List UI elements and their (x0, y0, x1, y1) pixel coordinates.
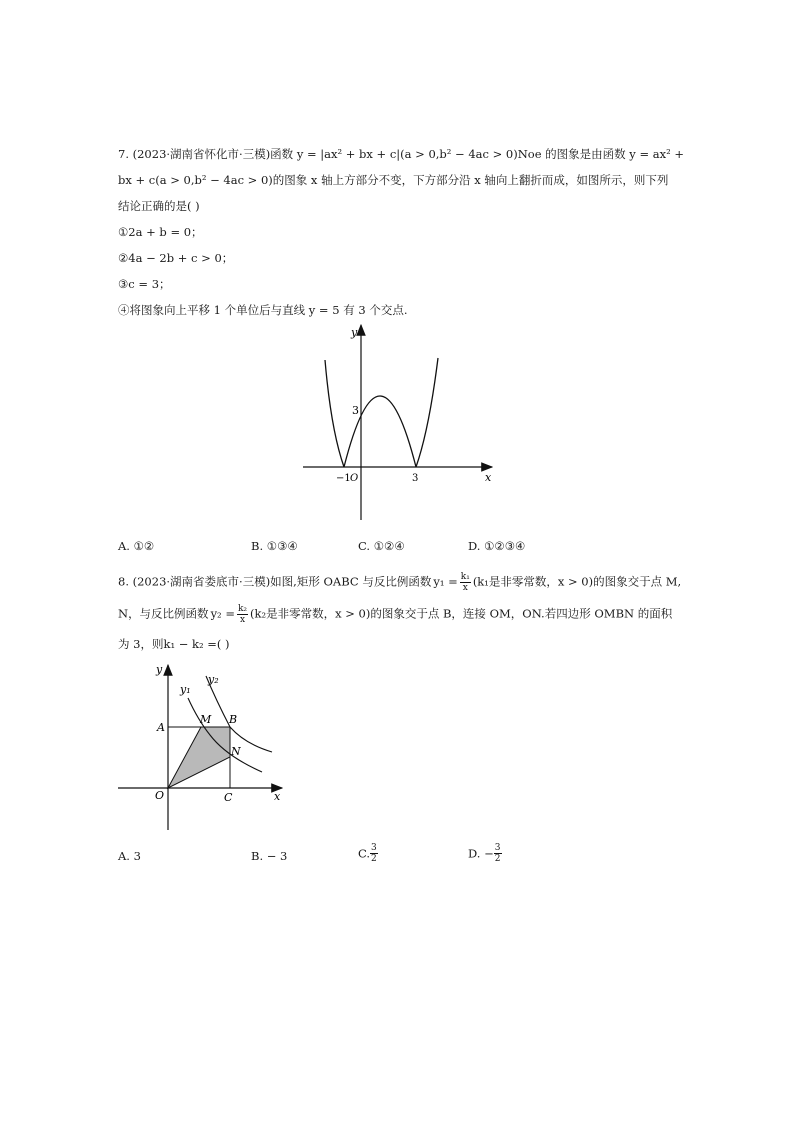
q8-stem-line-1-part-a: 8. (2023·湖南省娄底市·三模)如图,矩形 OABC 与反比例函数 (118, 574, 432, 589)
q8-option-c (358, 843, 378, 864)
q8-curve-y1-label: y₁ (180, 683, 191, 696)
q7-statement-2: ②4a − 2b + c > 0； (118, 251, 234, 265)
q8-y-label: y (156, 663, 163, 676)
q8-y1-den: x (462, 583, 468, 593)
q8-stem-line-2-part-b: (k₂是非零常数，x > 0)的图象交于点 B，连接 OM，ON.若四边形 OMBN 的面积 (250, 606, 673, 621)
q8-y2-den: x (239, 615, 246, 625)
q8-stem-line-1-part-b: (k₁是非零常数，x > 0)的图象交于点 M, (472, 574, 682, 589)
q8-stem-line-2-part-a: N，与反比例函数 (118, 606, 209, 621)
q7-left-branch (325, 360, 344, 467)
q8-option-a: A. 3 (118, 849, 141, 863)
q8-point-b-label: B (229, 713, 238, 726)
q7-option-b: B. ①③④ (251, 539, 298, 553)
q7-statement-4: ④将图象向上平移 1 个单位后与直线 y = 5 有 3 个交点. (118, 303, 408, 317)
q8-point-c-label: C (224, 791, 233, 804)
q8-stem-line-1 (118, 572, 681, 593)
q8-option-d-den: 2 (494, 854, 501, 864)
q7-statement-3: ③c = 3； (118, 277, 171, 291)
q7-stem-line-3: 结论正确的是( ) (118, 199, 200, 213)
q7-y-label: y (351, 326, 358, 339)
q8-curve-y2-label: y₂ (208, 673, 219, 686)
q8-point-a-label: A (157, 721, 165, 734)
q8-y2-fraction (211, 604, 248, 625)
q7-stem-line-1: 7. (2023·湖南省怀化市·三模)函数 y = |ax² + bx + c|(a > 0,b² − 4ac > 0)Noe 的图象是由函数 y = ax² + (118, 147, 684, 161)
q7-stem-line-2: bx + c(a > 0,b² − 4ac > 0)的图象 x 轴上方部分不变，下方部分沿 x 轴向上翻折而成，如图所示，则下列 (118, 173, 669, 187)
q7-x-label: x (485, 471, 492, 484)
q8-point-m-label: M (200, 713, 212, 726)
q8-y2-lhs: y₂ = (210, 606, 235, 621)
q7-tick-x-3: 3 (412, 473, 419, 484)
q7-right-branch (416, 358, 438, 467)
q8-y2-num: k₂ (237, 604, 248, 614)
q7-origin-label: O (350, 473, 359, 484)
q8-stem-line-3: 为 3，则k₁ − k₂ =( ) (118, 637, 230, 651)
q8-y1-lhs: y₁ = (433, 574, 458, 589)
q7-parabola-graph (295, 318, 505, 526)
q7-statement-1: ①2a + b = 0； (118, 225, 203, 239)
q8-origin-label: O (155, 789, 165, 802)
q8-option-c-den: 2 (371, 854, 377, 864)
q7-tick-x-neg1: −1 (336, 473, 351, 484)
q8-option-c-num: 3 (371, 843, 377, 853)
q7-option-a: A. ①② (118, 539, 155, 553)
q7-tick-y-3: 3 (352, 404, 359, 417)
q8-shaded-omb-n (168, 727, 230, 788)
q8-y1-fraction (433, 572, 470, 593)
q8-option-d-num: 3 (494, 843, 501, 853)
q8-option-d (468, 843, 502, 864)
q8-x-label: x (274, 790, 281, 803)
q8-rectangle-graph (115, 658, 290, 833)
q7-option-c: C. ①②④ (358, 539, 405, 553)
q8-option-b: B. − 3 (251, 849, 288, 863)
q8-option-d-prefix: D. − (468, 846, 494, 861)
q8-stem-line-2 (118, 604, 672, 625)
q8-option-c-prefix: C. (358, 846, 371, 861)
q8-point-n-label: N (231, 745, 241, 758)
q7-option-d: D. ①②③④ (468, 539, 526, 553)
q8-y1-num: k₁ (460, 572, 470, 582)
